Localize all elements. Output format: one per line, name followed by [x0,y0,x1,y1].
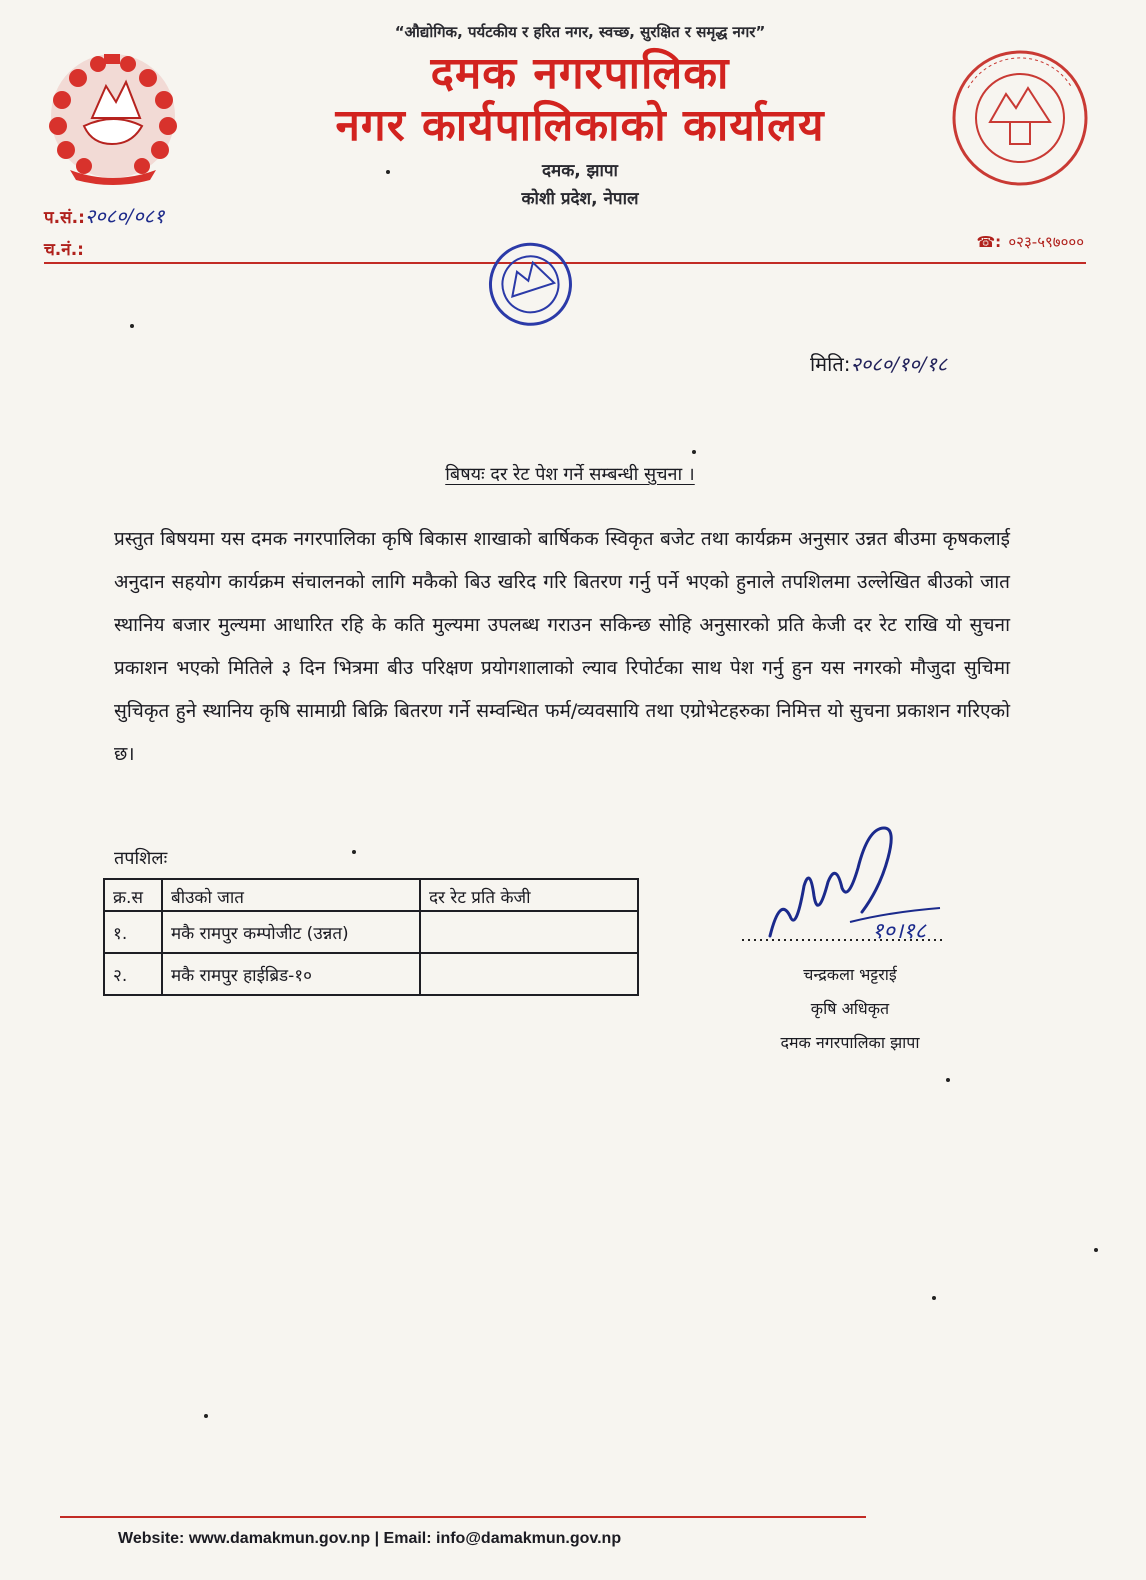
slogan: “औद्योगिक, पर्यटकीय र हरित नगर, स्वच्छ, सुरक्षित र समृद्ध नगर” [394,23,766,41]
row-serial: १. [104,911,162,953]
scan-speck [386,170,390,174]
signatory-name: चन्द्रकला भट्टराई [803,965,897,984]
scan-speck [130,324,134,328]
signatory-office: दमक नगरपालिका झापा [780,1033,920,1052]
phone-number [976,232,1084,252]
signatory-block [720,958,980,1060]
signature-date: १०।१८ [872,919,927,944]
organization-name: दमक नगरपालिका [430,48,730,99]
row-rate [420,911,638,953]
footer-divider [60,1516,866,1518]
scan-speck [204,1414,208,1418]
footer-text: Website: www.damakmun.gov.np | Email: info@damakmun.gov.np [118,1530,622,1547]
row-serial: २. [104,953,162,995]
reference-number [44,202,164,229]
handwritten-signature [740,826,960,956]
row-variety: मकै रामपुर कम्पोजीट (उन्नत) [162,911,420,953]
reference-label: प.सं.: [44,208,85,228]
reference-value: २०८०/०८१ [84,204,165,228]
header-rate: दर रेट प्रति केजी [420,879,638,911]
date-label: मिति: [810,352,851,376]
scan-speck [352,850,356,854]
signatory-designation: कृषि अधिकृत [810,999,890,1018]
address-line-2: कोशी प्रदेश, नेपाल [521,189,639,209]
telephone-icon: ☎: [976,233,1002,251]
notice-body: प्रस्तुत बिषयमा यस दमक नगरपालिका कृषि बिकास शाखाको बार्षिकक स्विकृत बजेट तथा कार्यक्रम अनुसार उन्नत बीउमा कृषकलाई अनुदान सहयोग कार्यक्रम संचालनको लागि मकैको बिउ खरिद गरि बितरण गर्नु पर्ने भएको हुनाले तपशिलमा उल्लेखित बीउको जात स्थानिय बजार मुल्यमा आधारित रहि के कति मुल्यमा उपलब्ध गराउन सकिन्छ सोहि अनुसारको प्रति केजी दर रेट राखि यो सुचना प्रकाशन भएको मितिले ३ दिन भित्रमा बीउ परिक्षण प्रयोगशालाको ल्याव रिपोर्टका साथ पेश गर्नु हुन यस नगरको मौजुदा सुचिमा सुचिकृत हुने स्थानिय कृषि सामाग्री बिक्रि बितरण गर्ने सम्वन्धित फर्म/व्यवसायि तथा एग्रोभेटहरुका निमित्त यो सुचना प्रकाशन गरिएको छ। [114,528,1010,765]
table-header-row [104,879,638,911]
scan-speck [946,1078,950,1082]
row-variety: मकै रामपुर हाईब्रिड-१० [162,953,420,995]
letter-date [810,350,947,377]
header-variety: बीउको जात [162,879,420,911]
office-stamp-icon [438,222,652,436]
date-value: २०८०/१०/१८ [850,352,948,376]
table-row [104,911,638,953]
subject-text: बिषयः दर रेट पेश गर्ने सम्बन्धी सुचना । [445,464,695,485]
nepal-emblem-icon [40,48,186,188]
header-serial: क्र.स [104,879,162,911]
table-row [104,953,638,995]
scan-speck [1094,1248,1098,1252]
dispatch-number [44,236,84,260]
row-rate [420,953,638,995]
footer-contact [118,1528,918,1548]
office-name: नगर कार्यपालिकाको कार्यालय [335,100,825,151]
dispatch-label: च.नं.: [44,240,84,260]
rate-table [103,878,639,996]
schedule-label: तपशिलः [114,848,168,869]
address-line-1: दमक, झापा [542,161,618,181]
municipality-seal-icon [950,48,1090,188]
scan-speck [692,450,696,454]
scan-speck [932,1296,936,1300]
subject-line [270,462,870,486]
phone-value: ०२३-५९७००० [1008,233,1084,251]
